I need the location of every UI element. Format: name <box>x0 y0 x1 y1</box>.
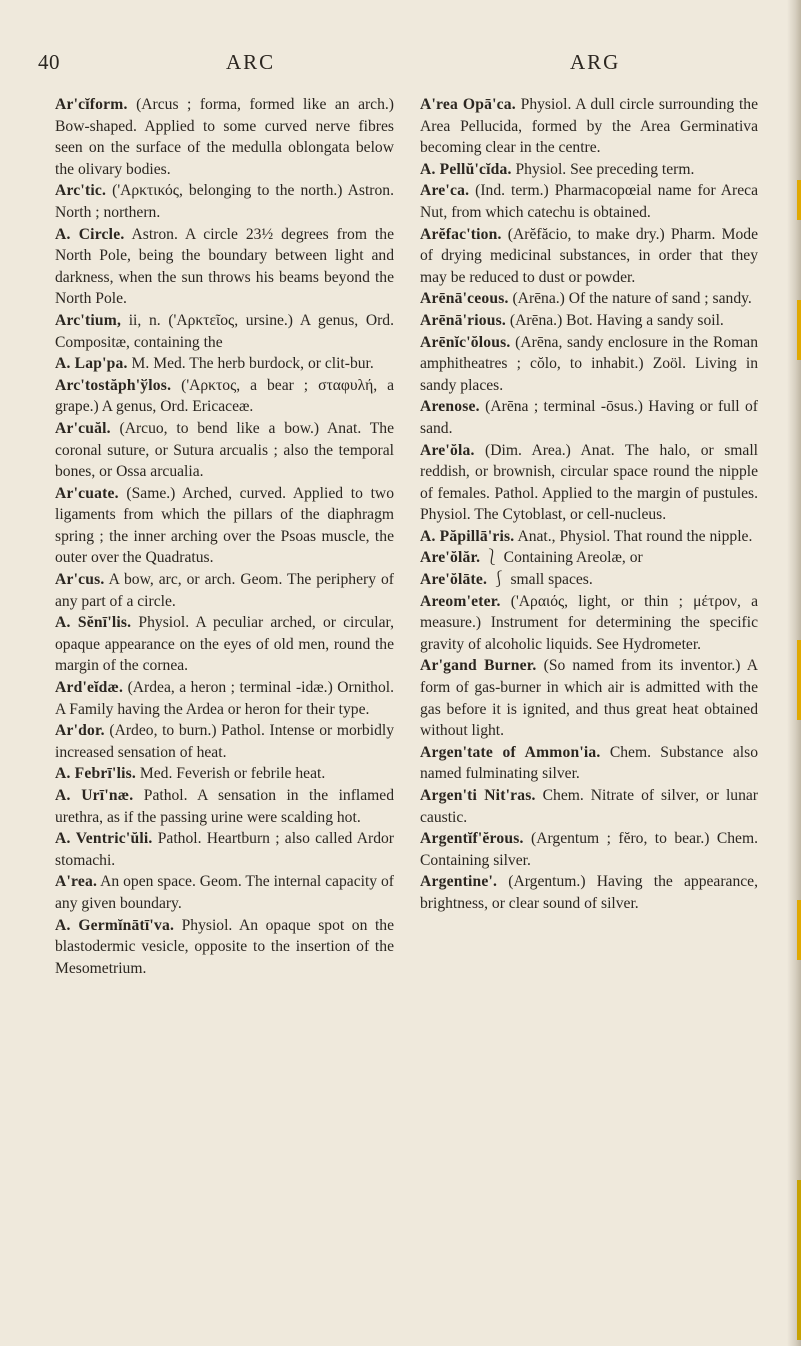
dictionary-entry <box>55 677 394 720</box>
entry-definition: (Arĕfăcio, to make dry.) Pharm. Mode of drying medicinal substances, in order that they may be reduced to dust or powder. <box>420 225 758 286</box>
entry-headword: Ar'cuate. <box>55 484 119 502</box>
entry-definition: Chem. Nitrate of silver, or lunar caustic. <box>420 787 758 826</box>
entry-headword: A'rea Opā'ca. <box>420 96 516 113</box>
entry-definition: (Argentum.) Having the appearance, brightness, or clear sound of silver. <box>420 873 758 912</box>
entry-definition: (Same.) Arched, curved. Applied to two ligaments from which the pillars of the diaphragm spring ; the inner arching over the Psoas muscle, the outer over the Quadratus. <box>55 484 394 567</box>
entry-headword: Arēnĭc'ŏlous. <box>420 333 511 351</box>
entry-definition: (Argentum ; fĕro, to bear.) Chem. Containing silver. <box>420 830 758 869</box>
dictionary-entry <box>420 828 758 871</box>
dictionary-entry <box>55 418 394 483</box>
entry-definition: (So named from its inventor.) A form of gas-burner in which air is admitted with the gas before it is ignited, and thus great heat obtained without light. <box>420 657 758 740</box>
entry-definition: ⎱ Containing Areolæ, or <box>480 549 643 567</box>
dictionary-entry <box>55 94 394 180</box>
entry-headword: Ard'eĭdæ. <box>55 679 124 697</box>
dictionary-entry <box>420 159 758 181</box>
entry-headword: Arēnā'rious. <box>420 311 506 329</box>
entry-definition: Physiol. A peculiar arched, or circular, opaque appearance on the eyes of old men, round the margin of the cornea. <box>55 614 394 675</box>
page-header <box>0 50 801 76</box>
entry-definition: (Arēna.) Of the nature of sand ; sandy. <box>508 290 752 308</box>
entry-headword: Ar'gand Burner. <box>420 657 537 675</box>
entry-definition: Med. Feverish or febrile heat. <box>136 765 326 783</box>
dictionary-entry <box>55 915 394 980</box>
entry-definition: A bow, arc, or arch. Geom. The periphery of any part of a circle. <box>55 571 394 610</box>
entry-headword: Argen'tate of Ammon'ia. <box>420 743 601 761</box>
entry-definition: Physiol. A dull circle surrounding the Area Pellucida, formed by the Area Germinativa becoming clear in the centre. <box>420 96 759 157</box>
dictionary-entry <box>420 396 758 439</box>
entry-definition: (Arēna.) Bot. Having a sandy soil. <box>506 311 724 329</box>
entry-headword: Arc'tium, <box>55 311 122 329</box>
dictionary-entry <box>55 483 394 569</box>
entry-definition: (Arcuo, to bend like a bow.) Anat. The coronal suture, or Sutura arcualis ; also the temporal bones, or Ossa arcualia. <box>55 419 394 481</box>
entry-headword: A. Ventric'ŭli. <box>55 830 153 848</box>
entry-headword: Arĕfac'tion. <box>420 225 502 243</box>
dictionary-entry <box>420 526 758 548</box>
edge-mark <box>797 900 801 960</box>
entry-headword: Ar'cuăl. <box>55 419 111 437</box>
dictionary-entry <box>55 375 394 418</box>
entry-headword: A'rea. <box>55 873 98 891</box>
entry-definition: (Ardeo, to burn.) Pathol. Intense or morbidly increased sensation of heat. <box>55 722 394 761</box>
dictionary-entry <box>420 569 758 591</box>
entry-definition: ⎰ small spaces. <box>487 571 593 589</box>
entry-headword: A. Păpillā'ris. <box>420 527 515 545</box>
entry-definition: Anat., Physiol. That round the nipple. <box>514 527 753 545</box>
entry-headword: Argentĭf'ĕrous. <box>420 830 524 848</box>
dictionary-entry <box>55 569 394 612</box>
entry-definition: ('Αρκτικός, belonging to the north.) Astron. North ; northern. <box>55 182 394 221</box>
dictionary-entry <box>420 785 758 828</box>
entry-headword: A. Febrī'lis. <box>55 765 136 783</box>
entry-headword: Arc'tostăph'ўlos. <box>55 376 172 394</box>
entry-definition: (Arcus ; forma, formed like an arch.) Bow-shaped. Applied to some curved nerve fibres seen on the surface of the medulla oblongata below the olivary bodies. <box>55 96 394 178</box>
entry-definition: (Ardea, a heron ; terminal -idæ.) Ornithol. A Family having the Ardea or heron for their type. <box>55 679 394 718</box>
dictionary-entry <box>420 94 758 159</box>
dictionary-entry <box>55 310 394 353</box>
right-column <box>420 94 758 915</box>
entry-definition: ('Αραιός, light, or thin ; μέτρον, a measure.) Instrument for determining the specific gravity of alcoholic liquids. See Hydrometer. <box>420 592 758 653</box>
entry-headword: Ar'dor. <box>55 722 105 740</box>
edge-mark <box>797 1180 801 1340</box>
dictionary-entry <box>55 763 394 785</box>
entry-headword: A. Lap'pa. <box>55 355 128 373</box>
page-number: 40 <box>38 50 60 74</box>
dictionary-entry <box>55 224 394 310</box>
left-column <box>55 94 394 979</box>
dictionary-entry <box>55 785 394 828</box>
dictionary-entry <box>55 180 394 223</box>
dictionary-entry <box>420 440 758 526</box>
entry-headword: Areom'eter. <box>420 592 501 610</box>
entry-definition: Physiol. An opaque spot on the blastodermic vesicle, opposite to the insertion of the Mesometrium. <box>55 916 395 977</box>
entry-definition: ('Αρκτος, a bear ; σταφυλή, a grape.) A genus, Ord. Ericaceæ. <box>55 376 394 416</box>
entry-headword: Ar'cĭform. <box>55 96 128 113</box>
dictionary-entry <box>420 655 758 741</box>
dictionary-entry <box>420 742 758 785</box>
dictionary-entry <box>420 288 758 310</box>
entry-definition: (Arēna, sandy enclosure in the Roman amphitheatres ; cŏlo, to inhabit.) Zoöl. Living in sandy places. <box>420 333 758 394</box>
dictionary-entry <box>55 828 394 871</box>
entry-headword: Ar'cus. <box>55 571 105 589</box>
entry-definition: ii, n. ('Αρκτεῖος, ursine.) A genus, Ord. Compositæ, containing the <box>55 311 394 351</box>
edge-mark <box>797 640 801 720</box>
entry-definition: (Ind. term.) Pharmacopœial name for Areca Nut, from which catechu is obtained. <box>420 182 758 221</box>
dictionary-entry <box>420 332 758 397</box>
entry-headword: A. Pellŭ'cĭda. <box>420 160 512 178</box>
entry-headword: Argentine'. <box>420 873 498 891</box>
dictionary-entry <box>55 353 394 375</box>
entry-definition: Chem. Substance also named fulminating silver. <box>420 743 758 783</box>
entry-headword: A. Germĭnātī'va. <box>55 916 175 934</box>
left-guide-word: ARC <box>226 50 276 74</box>
edge-mark <box>797 180 801 220</box>
right-guide-word: ARG <box>570 50 621 74</box>
dictionary-entry <box>420 547 758 569</box>
entry-headword: A. Circle. <box>55 225 125 243</box>
entry-definition: An open space. Geom. The internal capacity of any given boundary. <box>55 873 394 912</box>
entry-headword: Arenose. <box>420 398 480 416</box>
dictionary-entry <box>420 224 758 289</box>
entry-headword: Are'ŏlāte. <box>420 571 488 589</box>
dictionary-entry <box>420 180 758 223</box>
entry-definition: Pathol. Heartburn ; also called Ardor stomachi. <box>55 830 394 869</box>
entry-headword: Arēnā'ceous. <box>420 290 509 308</box>
entry-headword: A. Sĕnī'lis. <box>55 614 132 632</box>
entry-definition: (Dim. Area.) Anat. The halo, or small reddish, or brownish, circular space round the nipple of females. Pathol. Applied to the margin of pustules. Physiol. The Cytoblast, or cell-nucleus. <box>420 441 758 524</box>
entry-definition: Physiol. See preceding term. <box>511 160 695 178</box>
entry-headword: Argen'ti Nit'ras. <box>420 787 536 804</box>
entry-definition: Pathol. A sensation in the inflamed urethra, as if the passing urine were scalding hot. <box>55 787 394 826</box>
entry-headword: Are'ŏla. <box>420 441 475 459</box>
entry-headword: Are'ŏlăr. <box>420 549 481 567</box>
dictionary-entry <box>420 310 758 332</box>
entry-headword: Are'ca. <box>420 182 470 200</box>
edge-mark <box>797 300 801 360</box>
entry-definition: Astron. A circle 23½ degrees from the North Pole, being the boundary between light and darkness, when the sun throws his beams beyond the North Pole. <box>55 225 394 308</box>
dictionary-entry <box>55 720 394 763</box>
entry-headword: A. Urī'næ. <box>55 787 134 804</box>
entry-definition: (Arēna ; terminal -ōsus.) Having or full of sand. <box>420 398 758 437</box>
entry-headword: Arc'tic. <box>55 182 107 200</box>
entry-definition: M. Med. The herb burdock, or clit-bur. <box>127 355 374 373</box>
dictionary-entry <box>420 871 758 914</box>
dictionary-entry <box>55 871 394 914</box>
dictionary-entry <box>420 591 758 656</box>
dictionary-entry <box>55 612 394 677</box>
